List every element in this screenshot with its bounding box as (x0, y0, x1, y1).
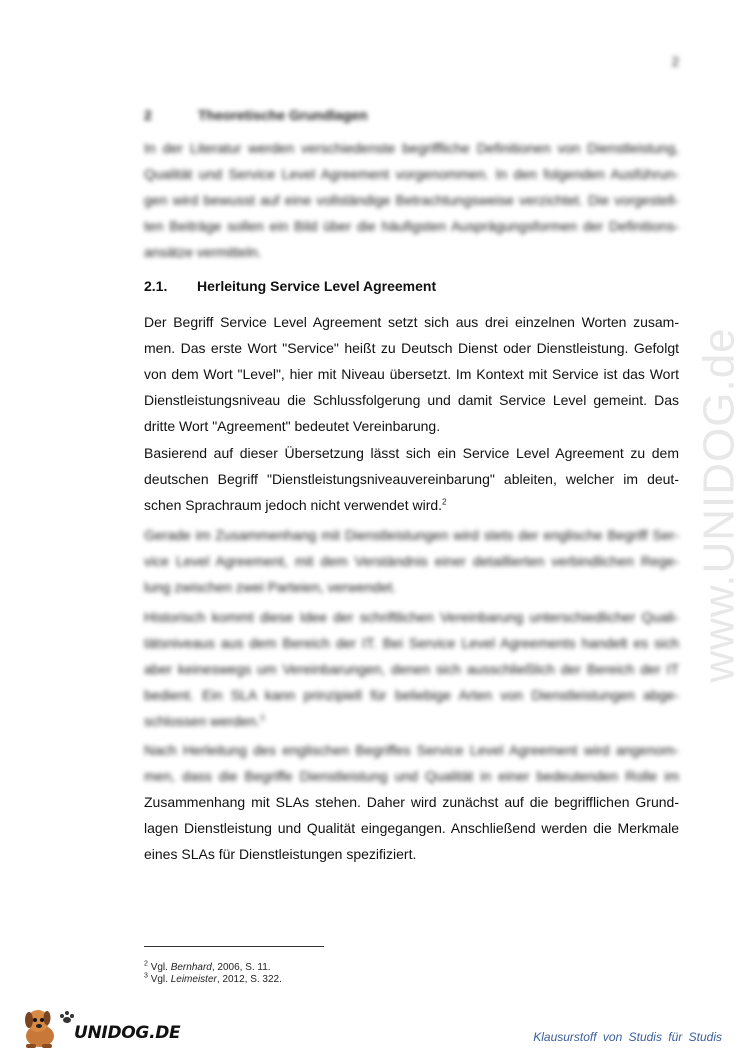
footnotes (144, 962, 282, 986)
paragraph-5 (144, 737, 679, 867)
footnote-ref: 3 (259, 713, 265, 723)
paragraph-3 (144, 522, 679, 600)
text-line: Zusammenhang mit SLAs stehen. Daher wird zunächst auf die begrifflichen Grund- (144, 794, 679, 810)
text-line (144, 492, 679, 518)
text-line: Dienstleistungsniveau die Schlussfolgerung und damit Service Level gemeint. Das (144, 392, 679, 408)
text-line: Nach Herleitung des englischen Begriffes Service Level Agreement wird angenom- (144, 742, 679, 758)
section-number: 2 (144, 107, 152, 123)
footnote-ref: 2 (442, 497, 447, 507)
footnote-rest: , 2012, S. 322. (216, 974, 282, 985)
text-line-content: schen Sprachraum jedoch nicht verwendet wird. (144, 497, 443, 513)
text-line: deutschen Begriff "Dienstleistungsniveauvereinbarung" ableiten, welcher im deut- (144, 471, 679, 487)
text-line: von dem Wort "Level", hier mit Niveau übersetzt. Im Kontext mit Service ist das Wort (144, 366, 679, 382)
footnote-prefix: Vgl. (150, 962, 171, 973)
text-line-content: schlossen werden. (144, 713, 260, 729)
text-line: aber keineswegs um Vereinbarungen, denen sich ausschließlich der Bereich der IT (144, 661, 679, 677)
paragraph-1 (144, 309, 679, 439)
footnote-mark: 3 (144, 972, 148, 980)
text-line: In der Literatur werden verschiedenste begriffliche Definitionen von Dienstleistung, (144, 140, 679, 156)
subsection-heading (144, 278, 436, 294)
footnote-author: Bernhard (170, 962, 212, 973)
text-line: men. Das erste Wort "Service" heißt zu Deutsch Dienst oder Dienstleistung. Gefolgt (144, 340, 679, 356)
section-intro (144, 135, 679, 265)
watermark (640, 275, 750, 735)
text-line: dritte Wort "Agreement" bedeutet Vereinbarung. (144, 418, 441, 434)
paragraph-4 (144, 604, 679, 734)
footnote-rest: , 2006, S. 11. (211, 962, 271, 973)
section-heading (144, 107, 684, 123)
footnote-prefix: Vgl. (150, 974, 171, 985)
footnote-2 (144, 962, 282, 974)
page-number: 2 (671, 54, 679, 69)
text-line: ten Beiträge sollen ein Bild über die häufigsten Ausprägungsformen der Definitions- (144, 218, 679, 234)
subsection-number: 2.1. (144, 278, 168, 294)
text-line: bedient. Ein SLA kann prinzipiell für beliebige Arten von Dienstleistungen abge- (144, 687, 679, 703)
footer-tagline: Klausurstoff von Studis für Studis (533, 1030, 722, 1044)
text-line: Gerade im Zusammenhang mit Dienstleistungen wird stets der englische Begriff Ser- (144, 527, 679, 543)
logo-text: UNIDOG.DE (74, 1023, 181, 1043)
text-line: vice Level Agreement, mit dem Verständnis einer detaillierten verbindlichen Rege- (144, 553, 679, 569)
text-line: Qualität und Service Level Agreement vorgenommen. In den folgenden Ausführun- (144, 166, 679, 182)
text-line: Der Begriff Service Level Agreement setzt sich aus drei einzelnen Worten zusam- (144, 314, 679, 330)
text-line: ansätze vermitteln. (144, 244, 262, 260)
text-line (144, 708, 679, 734)
text-line: Basierend auf dieser Übersetzung lässt sich ein Service Level Agreement zu dem (144, 445, 679, 461)
text-line: lung zwischen zwei Parteien, verwendet. (144, 579, 397, 595)
paragraph-2 (144, 440, 679, 518)
footnote-3 (144, 974, 282, 986)
text-line: eines SLAs für Dienstleistungen spezifiziert. (144, 846, 417, 862)
footnote-mark: 2 (144, 960, 148, 968)
watermark-text: www.UNIDOG.de (695, 327, 745, 683)
text-line: Historisch kommt diese Idee der schriftlichen Vereinbarung unterschiedlicher Quali- (144, 609, 679, 625)
text-line: tätsniveaus aus dem Bereich der IT. Bei Service Level Agreements handelt es sich (144, 635, 679, 651)
subsection-title: Herleitung Service Level Agreement (197, 278, 437, 294)
dog-mascot-icon (18, 1006, 78, 1050)
footnote-author: Leimeister (170, 974, 217, 985)
unidog-logo (18, 1006, 181, 1050)
text-line: men, dass die Begriffe Dienstleistung und Qualität in einer bedeutenden Rolle im (144, 768, 679, 784)
text-line: gen wird bewusst auf eine vollständige Betrachtungsweise verzichtet. Die vorgestell- (144, 192, 679, 208)
text-line: lagen Dienstleistung und Qualität eingegangen. Anschließend werden die Merkmale (144, 820, 679, 836)
section-title: Theoretische Grundlagen (198, 107, 368, 123)
footnote-divider (144, 946, 324, 947)
